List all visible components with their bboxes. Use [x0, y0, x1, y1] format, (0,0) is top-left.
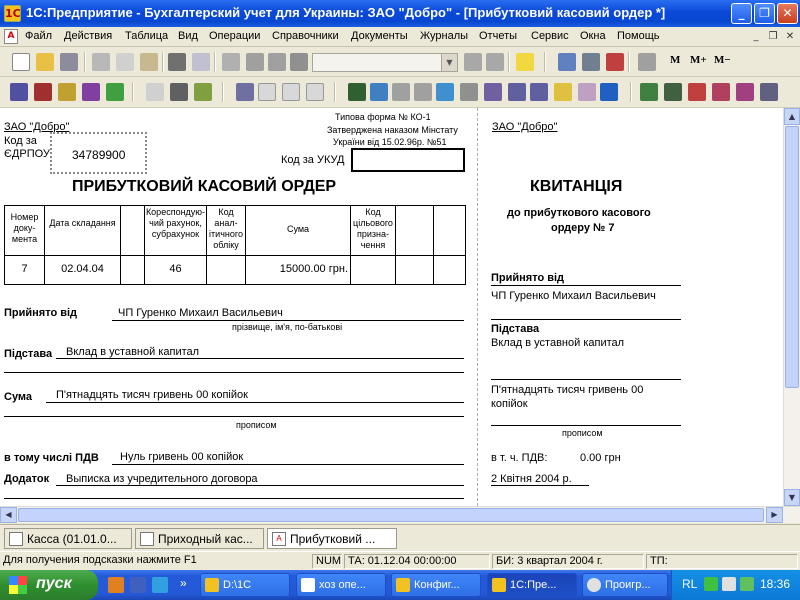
- payment-order-icon[interactable]: [306, 83, 324, 101]
- minus-icon[interactable]: [414, 83, 432, 101]
- receipt-org-name: ЗАО "Добро": [492, 121, 558, 133]
- receipt-subtitle-2: ордеру № 7: [551, 222, 615, 234]
- basis-underline-2: [4, 372, 464, 373]
- redo-icon[interactable]: [268, 53, 286, 71]
- monitor-icon[interactable]: [722, 577, 736, 591]
- toolbar-separator: [84, 52, 86, 72]
- ukud-label: Код за УКУД: [281, 154, 345, 166]
- order-title: ПРИБУТКОВИЙ КАСОВИЙ ОРДЕР: [72, 178, 337, 195]
- calendar-icon[interactable]: [582, 53, 600, 71]
- contacts-icon[interactable]: [170, 83, 188, 101]
- word-icon: [301, 578, 315, 592]
- toolbar-separator: [508, 52, 510, 72]
- tab-incoming-order[interactable]: [135, 528, 264, 549]
- scroll-left-icon[interactable]: ◀: [0, 507, 17, 523]
- menu-journals[interactable]: Журналы: [420, 30, 469, 42]
- received-underline: [112, 320, 464, 321]
- reports-icon[interactable]: [736, 83, 754, 101]
- configurator-icon: [396, 578, 410, 592]
- journal-icon: [9, 532, 23, 546]
- copy-icon[interactable]: [116, 53, 134, 71]
- folder-icon: [205, 578, 219, 592]
- horizontal-scroll-thumb[interactable]: [18, 508, 764, 522]
- table-cell-account[interactable]: 46: [169, 263, 182, 275]
- w-register-icon[interactable]: [530, 83, 548, 101]
- open-folder-icon[interactable]: [36, 53, 54, 71]
- settings-icon[interactable]: [606, 53, 624, 71]
- table-cell-sum[interactable]: 15000.00 грн.: [279, 263, 348, 275]
- toolbar-separator: [334, 82, 336, 102]
- print-preview-icon[interactable]: [192, 53, 210, 71]
- receipt-sum-value-1[interactable]: П'ятнадцять тисяч гривень 00: [491, 384, 644, 396]
- sum-underline: [46, 402, 464, 403]
- mdi-minimize-button[interactable]: _: [753, 31, 759, 42]
- menu-reports[interactable]: Отчеты: [479, 30, 518, 42]
- attachment-underline-2: [4, 498, 464, 499]
- table-col-divider: [120, 205, 121, 285]
- waybill-icon[interactable]: [282, 83, 300, 101]
- form-note-3: України від 15.02.96р. №51: [333, 137, 447, 147]
- menu-operations[interactable]: Операции: [209, 30, 261, 42]
- attachment-value[interactable]: Выписка из учредительного договора: [66, 473, 258, 485]
- sum-value[interactable]: П'ятнадцять тисяч гривень 00 копійок: [56, 389, 248, 401]
- firefox-icon[interactable]: [108, 577, 124, 593]
- menu-file[interactable]: Файл: [25, 30, 53, 42]
- table-cell-date[interactable]: 02.04.04: [61, 263, 104, 275]
- table-header-date: Дата складання: [49, 218, 116, 228]
- receipt-subtitle-1: до прибуткового касового: [507, 207, 651, 219]
- chart-of-accounts-icon[interactable]: [10, 83, 28, 101]
- calculator-icon[interactable]: [558, 53, 576, 71]
- status-hint: Для получения подсказки нажмите F1: [3, 554, 197, 566]
- received-from-label: Прийнято від: [4, 307, 78, 319]
- price-list-icon[interactable]: [146, 83, 164, 101]
- toolbar-separator: [544, 52, 546, 72]
- vertical-scrollbar[interactable]: [783, 108, 800, 506]
- money-icon[interactable]: [194, 83, 212, 101]
- receipt-date-underline: [491, 485, 589, 486]
- horizontal-scrollbar[interactable]: [0, 506, 800, 523]
- receipt-vat-label: в т. ч. ПДВ:: [491, 452, 548, 464]
- edrpou-value[interactable]: 34789900: [72, 148, 126, 162]
- scroll-right-icon[interactable]: ▶: [766, 507, 783, 523]
- task-word[interactable]: [296, 573, 386, 597]
- table-cell-doc-number[interactable]: 7: [21, 263, 28, 275]
- receipt-sum-underline: [491, 425, 681, 426]
- receipt-sum-value-2[interactable]: копійок: [491, 398, 528, 410]
- tab-cash[interactable]: [4, 528, 132, 549]
- code-label: Код за: [4, 135, 37, 147]
- sum-label: Сума: [4, 391, 33, 403]
- table-header-analytics: Код анал-ітичного обліку: [209, 207, 243, 250]
- table-col-divider: [433, 205, 434, 285]
- memory-button[interactable]: M: [670, 54, 681, 66]
- form-note-2: Затверджена наказом Мінстату: [327, 125, 458, 135]
- document-form: [0, 108, 783, 506]
- help-icon[interactable]: [516, 53, 534, 71]
- receipt-sum-hint: прописом: [562, 428, 603, 438]
- menu-windows[interactable]: Окна: [580, 30, 606, 42]
- toolbar-separator: [162, 52, 164, 72]
- menu-actions[interactable]: Действия: [64, 30, 113, 42]
- table-row-divider: [4, 255, 466, 256]
- menu-help[interactable]: Помощь: [617, 30, 660, 42]
- window-tabs: [0, 524, 800, 550]
- tab-label: Касса (01.01.0...: [27, 532, 117, 546]
- chevron-down-icon[interactable]: ▼: [441, 54, 457, 71]
- vat-label: в тому числі ПДВ: [4, 452, 99, 464]
- received-hint: прізвище, ім'я, по-батькові: [232, 322, 343, 332]
- basis-value[interactable]: Вклад в уставной капитал: [66, 346, 200, 358]
- book-icon[interactable]: [638, 53, 656, 71]
- app-logo-icon: 1С: [5, 7, 21, 20]
- balance-icon[interactable]: [106, 83, 124, 101]
- basis-underline: [56, 358, 464, 359]
- task-label: 1С:Пре...: [510, 579, 557, 591]
- undo-icon[interactable]: [246, 53, 264, 71]
- task-configurator[interactable]: [391, 573, 481, 597]
- cash-register-icon[interactable]: [578, 83, 596, 101]
- enterprise-icon: [492, 578, 506, 592]
- task-folder[interactable]: [200, 573, 290, 597]
- clock: 18:36: [760, 577, 791, 591]
- status-tp: ТП:: [646, 554, 798, 569]
- receipt-title: КВИТАНЦІЯ: [530, 178, 623, 195]
- basis-label: Підстава: [4, 348, 53, 360]
- window-title: 1С:Предприятие - Бухгалтерский учет для Украины: ЗАО "Добро" - [Прибутковий касовий ордер *]: [26, 5, 666, 20]
- table-header-doc-number: Номер доку-мента: [10, 212, 39, 244]
- menu-bar: [0, 27, 800, 47]
- quicklaunch-more[interactable]: »: [180, 576, 187, 590]
- table-header-sum: Сума: [286, 224, 310, 234]
- close-period-icon[interactable]: [760, 83, 778, 101]
- globe-icon[interactable]: [600, 83, 618, 101]
- mdi-restore-button[interactable]: ❐: [768, 31, 778, 42]
- replace-icon[interactable]: [486, 53, 504, 71]
- received-from-value[interactable]: ЧП Гуренко Михаил Васильевич: [118, 307, 283, 319]
- tab-receipt-order[interactable]: [267, 528, 397, 549]
- receipt-basis-value[interactable]: Вклад в уставной капитал: [491, 337, 625, 349]
- toolbar-separator: [630, 82, 632, 102]
- receipt-received-underline-2: [491, 319, 681, 320]
- staff-icon[interactable]: [640, 83, 658, 101]
- network-icon[interactable]: [704, 577, 718, 591]
- table-col-divider: [395, 205, 396, 285]
- toolbar-separator: [214, 52, 216, 72]
- paste-icon[interactable]: [140, 53, 158, 71]
- document-icon[interactable]: A: [4, 29, 18, 44]
- status-bi: БИ: 3 квартал 2004 г.: [492, 554, 644, 569]
- ie-icon[interactable]: [152, 577, 168, 593]
- document-icon: [140, 532, 154, 546]
- start-label: пуск: [36, 575, 72, 592]
- ukud-field[interactable]: [351, 148, 465, 172]
- scroll-up-icon[interactable]: ▲: [784, 108, 800, 125]
- taskbar: [0, 570, 800, 600]
- form-note-1: Типова форма № КО-1: [335, 112, 431, 122]
- receipt-date[interactable]: 2 Квітня 2004 р.: [491, 473, 572, 485]
- menu-table[interactable]: Таблица: [125, 30, 169, 42]
- print-form-icon: A: [272, 532, 286, 546]
- start-button[interactable]: [0, 570, 98, 600]
- menu-documents[interactable]: Документы: [351, 30, 408, 42]
- close-button[interactable]: ✕: [777, 3, 798, 24]
- task-label: D:\1C: [223, 579, 252, 591]
- floppy-icon[interactable]: [130, 577, 146, 593]
- receipt-vat-value[interactable]: 0.00 грн: [580, 452, 621, 464]
- m-register-icon[interactable]: [508, 83, 526, 101]
- tax-icon[interactable]: [712, 83, 730, 101]
- plus-icon[interactable]: [392, 83, 410, 101]
- receipt-received-value[interactable]: ЧП Гуренко Михаил Васильевич: [491, 290, 656, 302]
- receipt-received-label: Прийнято від: [491, 272, 565, 284]
- tab-label: Приходный кас...: [158, 532, 253, 546]
- attachment-label: Додаток: [4, 473, 50, 485]
- vat-underline: [112, 464, 464, 465]
- table-header-account: Кореспондую-чий рахунок, субрахунок: [145, 207, 206, 239]
- pencil-icon[interactable]: [484, 83, 502, 101]
- tab-label: Прибутковий ...: [290, 532, 376, 546]
- maximize-button[interactable]: ❐: [754, 3, 775, 24]
- vertical-scroll-thumb[interactable]: [785, 126, 799, 388]
- memory-subtract-button[interactable]: M−: [714, 54, 731, 66]
- split-icon[interactable]: [460, 83, 478, 101]
- status-num: NUM: [312, 554, 342, 569]
- language-indicator[interactable]: RL: [682, 577, 698, 591]
- task-label: Конфиг...: [414, 579, 460, 591]
- vat-value[interactable]: Нуль гривень 00 копійок: [120, 451, 244, 463]
- edrpou-label: ЄДРПОУ: [4, 148, 50, 160]
- receipt-received-underline: [491, 285, 681, 286]
- invoice-icon[interactable]: [258, 83, 276, 101]
- table-icon[interactable]: [222, 53, 240, 71]
- bank-icon[interactable]: [370, 83, 388, 101]
- tray-app-icon[interactable]: [740, 577, 754, 591]
- payroll-icon[interactable]: [688, 83, 706, 101]
- attachment-underline: [56, 485, 464, 486]
- org-name: ЗАО "Добро": [4, 121, 70, 133]
- memory-add-button[interactable]: M+: [690, 54, 707, 66]
- task-player[interactable]: [582, 573, 668, 597]
- receipt-basis-label: Підстава: [491, 323, 540, 335]
- task-label: Проигр...: [605, 579, 651, 591]
- search-combo[interactable]: [312, 53, 458, 72]
- accounting-toolbar: [0, 77, 800, 108]
- scroll-down-icon[interactable]: ▼: [784, 489, 800, 506]
- operations-icon[interactable]: [34, 83, 52, 101]
- transfer-icon[interactable]: [436, 83, 454, 101]
- windows-logo-icon: [9, 576, 27, 594]
- toolbar-separator: [628, 52, 630, 72]
- task-1c-enterprise[interactable]: [487, 573, 577, 597]
- folder-stack-icon[interactable]: [554, 83, 572, 101]
- cut-icon[interactable]: [92, 53, 110, 71]
- tear-line: [477, 108, 478, 506]
- mdi-close-button[interactable]: ✕: [785, 31, 795, 42]
- find-icon[interactable]: [290, 53, 308, 71]
- list-icon[interactable]: [236, 83, 254, 101]
- journal-icon[interactable]: [58, 83, 76, 101]
- sum-hint: прописом: [236, 420, 277, 430]
- receipt-basis-underline: [491, 379, 681, 380]
- employees-icon[interactable]: [664, 83, 682, 101]
- cash-book-icon[interactable]: [348, 83, 366, 101]
- print-icon[interactable]: [168, 53, 186, 71]
- sum-underline-2: [4, 416, 464, 417]
- system-tray: [671, 570, 800, 600]
- toolbar-separator: [132, 82, 134, 102]
- table-header-purpose: Код цільового призна-чення: [353, 207, 393, 250]
- search-next-icon[interactable]: [464, 53, 482, 71]
- title-bar: [0, 0, 800, 27]
- menu-service[interactable]: Сервис: [531, 30, 569, 42]
- toolbar-separator: [222, 82, 224, 102]
- entries-icon[interactable]: [82, 83, 100, 101]
- menu-view[interactable]: Вид: [178, 30, 198, 42]
- standard-toolbar: [0, 47, 800, 77]
- status-bar: [0, 551, 800, 569]
- task-label: хоз опе...: [319, 579, 366, 591]
- minimize-button[interactable]: _: [731, 3, 752, 24]
- new-document-icon[interactable]: [12, 53, 30, 71]
- status-ta: ТА: 01.12.04 00:00:00: [344, 554, 490, 569]
- player-icon: [587, 578, 601, 592]
- save-icon[interactable]: [60, 53, 78, 71]
- menu-references[interactable]: Справочники: [272, 30, 339, 42]
